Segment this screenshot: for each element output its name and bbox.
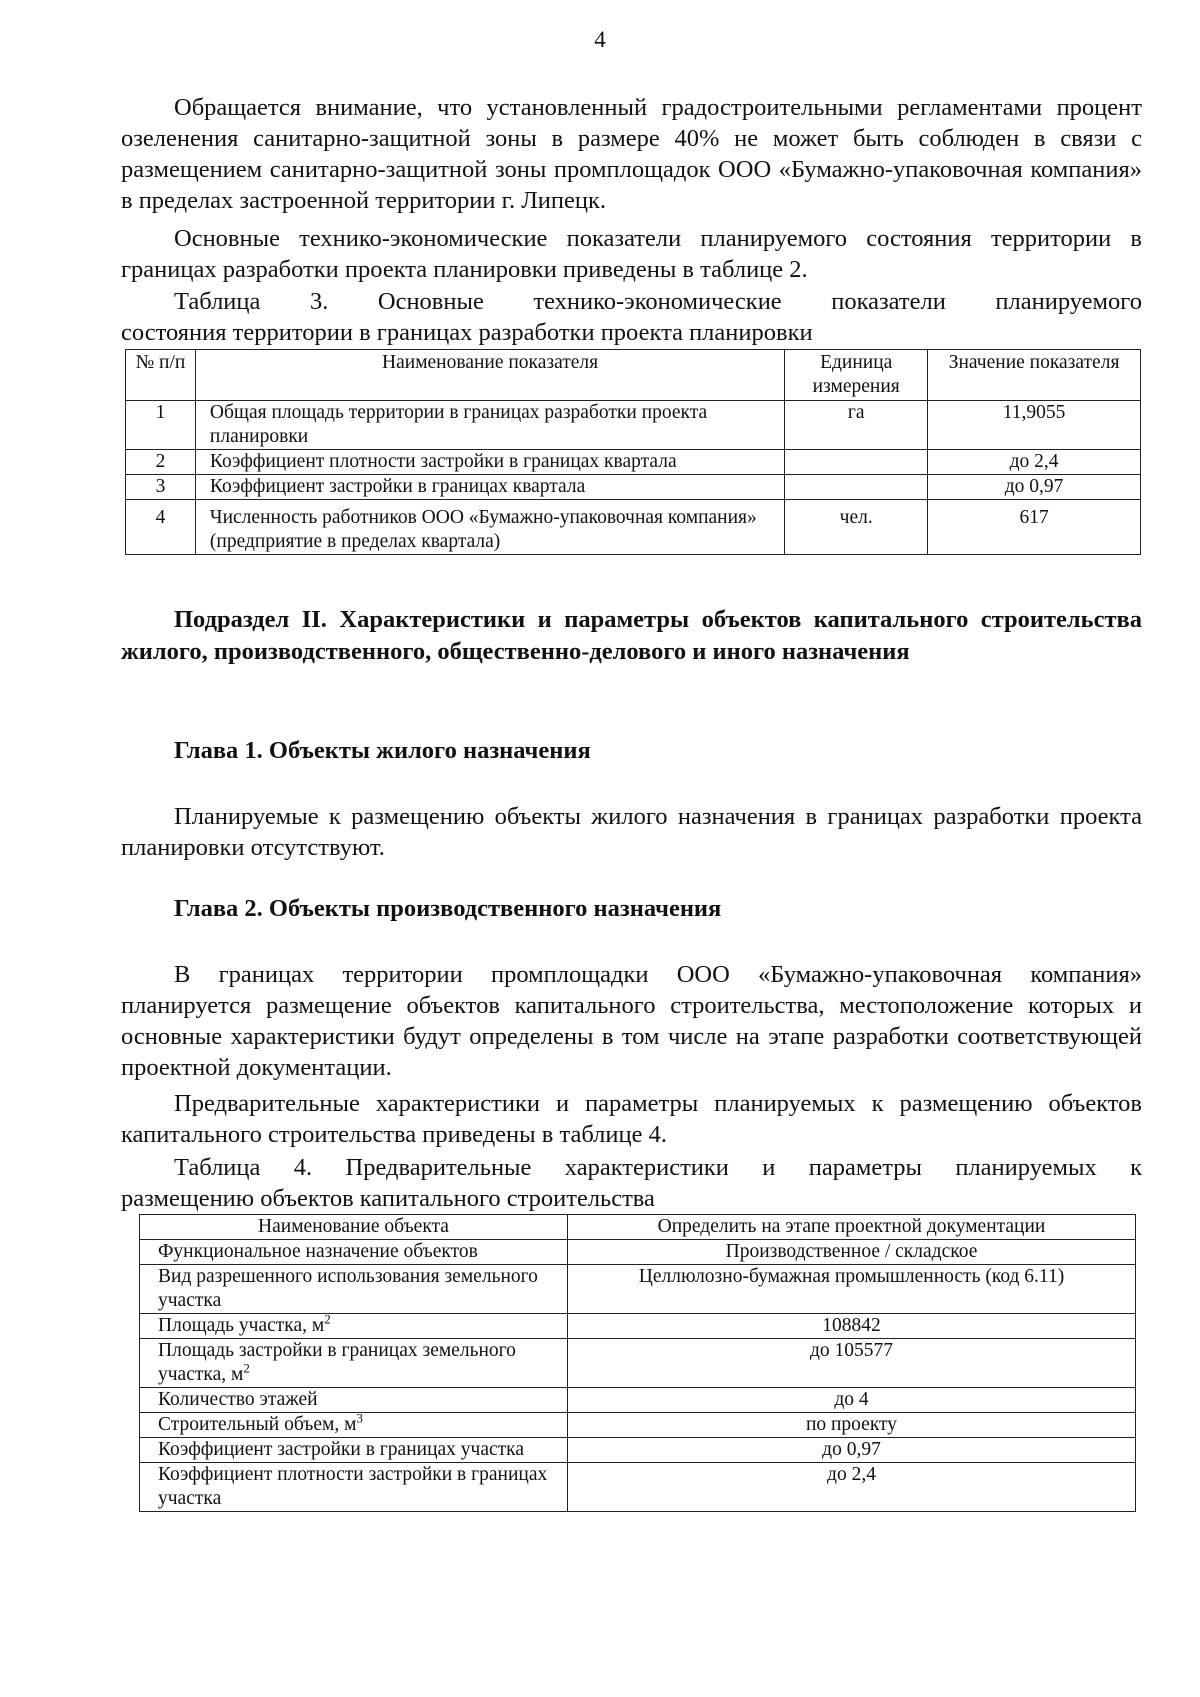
table-row (140, 1240, 1136, 1265)
table3-caption-line2: состояния территории в границах разработки проекта планировки (121, 319, 813, 346)
table4-cell-name: Вид разрешенного использования земельного участка (140, 1265, 568, 1314)
table4-cell-name: Площадь застройки в границах земельного участка, $м^2$ (140, 1339, 568, 1388)
table3-cell-num: 2 (126, 450, 196, 475)
table-row (126, 475, 1141, 500)
paragraph-table4-intro: Предварительные характеристики и параметры планируемых к размещению объектов капитального строительства приведены в таблице 4. (121, 1090, 1142, 1148)
unit-superscript: 2 (243, 1360, 250, 1376)
table-row (126, 500, 1141, 555)
table4-cell-value: до 4 (568, 1388, 1136, 1413)
table4-cell-value: до 2,4 (568, 1463, 1136, 1512)
table3-cell-value: до 0,97 (928, 475, 1141, 500)
table-row (140, 1388, 1136, 1413)
table3-cell-num: 3 (126, 475, 196, 500)
table-row (140, 1339, 1136, 1388)
table3-indicators (125, 349, 1141, 555)
table-row (140, 1413, 1136, 1438)
table3-cell-unit (785, 475, 928, 500)
table3-cell-name: Коэффициент застройки в границах квартала (195, 475, 784, 500)
table4-caption-line1: Таблица 4. Предварительные характеристики и параметры планируемых к (174, 1154, 1142, 1181)
table3-cell-value: 11,9055 (928, 401, 1141, 450)
table4-cell-value: до 0,97 (568, 1438, 1136, 1463)
table3-header-unit: Единица измерения (785, 350, 928, 401)
table3-header-row (126, 350, 1141, 401)
unit-superscript: 3 (356, 1410, 363, 1426)
page-number: 4 (594, 27, 606, 52)
table4-cell-name: Коэффициент застройки в границах участка (140, 1438, 568, 1463)
table-row (140, 1438, 1136, 1463)
table4-cell-value: Целлюлозно-бумажная промышленность (код 6.11) (568, 1265, 1136, 1314)
chapter2-title: Глава 2. Объекты производственного назначения (174, 895, 722, 922)
table-row (140, 1314, 1136, 1339)
table4-cell-value: Производственное / складское (568, 1240, 1136, 1265)
table4-cell-name: Площадь участка, $м^2$ (140, 1314, 568, 1339)
table3-cell-value: до 2,4 (928, 450, 1141, 475)
chapter1-title: Глава 1. Объекты жилого назначения (174, 737, 591, 764)
table3-cell-unit: га (785, 401, 928, 450)
table4-cell-name: Количество этажей (140, 1388, 568, 1413)
table-row (140, 1265, 1136, 1314)
table3-cell-num: 1 (126, 401, 196, 450)
table4-header-row (140, 1215, 1136, 1240)
section-title: Подраздел II. Характеристики и параметры объектов капитального строительства жилого, производственного, общественно-делового и иного назначения (121, 606, 1142, 665)
table3-cell-unit: чел. (785, 500, 928, 555)
paragraph-residential-absent: Планируемые к размещению объекты жилого назначения в границах разработки проекта планировки отсутствуют. (121, 803, 1142, 861)
table3-cell-name: Общая площадь территории в границах разработки проекта планировки (195, 401, 784, 450)
table3-cell-unit (785, 450, 928, 475)
table4-cell-value: 108842 (568, 1314, 1136, 1339)
table4-cell-name: Коэффициент плотности застройки в границах участка (140, 1463, 568, 1512)
table3-cell-name: Коэффициент плотности застройки в границах квартала (195, 450, 784, 475)
table4-cell-name: Строительный объем, $м^3$ (140, 1413, 568, 1438)
table-row (126, 401, 1141, 450)
table3-cell-value: 617 (928, 500, 1141, 555)
table-row (140, 1463, 1136, 1512)
table4-parameters (139, 1214, 1136, 1512)
paragraph-production-objects: В границах территории промплощадки ООО «Бумажно-упаковочная компания» планируется размещение объектов капитального строительства, местоположение которых и основные характеристики будут определены в том числе на этапе разработки соответствующей проектной документации. (121, 961, 1142, 1081)
unit-superscript: 2 (324, 1311, 331, 1327)
table4-header-name: Наименование объекта (140, 1215, 568, 1240)
table3-header-name: Наименование показателя (195, 350, 784, 401)
table3-header-value: Значение показателя (928, 350, 1141, 401)
table4-header-value: Определить на этапе проектной документации (568, 1215, 1136, 1240)
table3-caption (121, 286, 1142, 348)
table3-caption-line1: Таблица 3. Основные технико-экономические показатели планируемого (174, 288, 1142, 315)
table4-cell-value: до 105577 (568, 1339, 1136, 1388)
paragraph-greening-notice: Обращается внимание, что установленный градостроительными регламентами процент озеленения санитарно-защитной зоны в размере 40% не может быть соблюден в связи с размещением санитарно-защитной зоны промплощадок ООО «Бумажно-упаковочная компания» в пределах застроенной территории г. Липецк. (121, 94, 1142, 214)
table3-cell-num: 4 (126, 500, 196, 555)
table3-header-num: № п/п (126, 350, 196, 401)
table4-cell-name: Функциональное назначение объектов (140, 1240, 568, 1265)
table4-caption-line2: размещению объектов капитального строительства (121, 1185, 655, 1212)
table3-cell-name: Численность работников ООО «Бумажно-упаковочная компания» (предприятие в пределах квартала) (195, 500, 784, 555)
table4-caption (121, 1152, 1142, 1214)
table-row (126, 450, 1141, 475)
table4-cell-value: по проекту (568, 1413, 1136, 1438)
paragraph-indicators-intro: Основные технико-экономические показатели планируемого состояния территории в границах разработки проекта планировки приведены в таблице 2. (121, 225, 1142, 283)
